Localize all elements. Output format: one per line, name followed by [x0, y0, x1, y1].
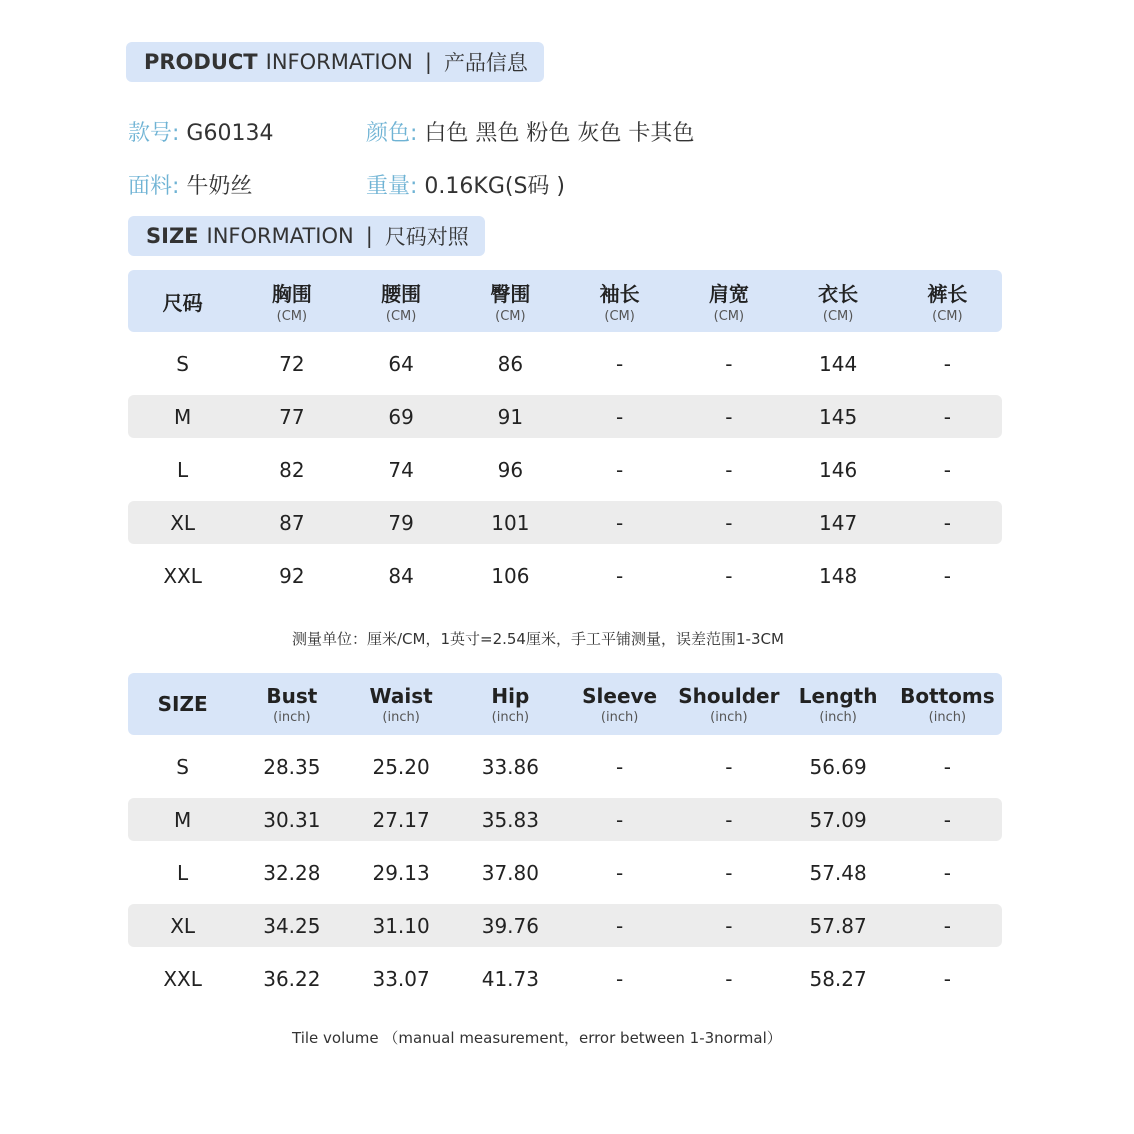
measurement-cell: -	[893, 798, 1002, 841]
measurement-cell: 57.48	[809, 860, 867, 885]
measurement-cell: 77	[237, 395, 346, 438]
column-header	[128, 673, 237, 735]
measurement-cell: 64	[388, 351, 414, 376]
column-header	[893, 270, 1002, 332]
column-header-unit: (CM)	[276, 309, 308, 324]
size-label-cell: M	[128, 395, 237, 438]
column-header-unit: (CM)	[932, 309, 963, 324]
column-header-unit: (CM)	[385, 309, 417, 324]
size-info-rest: INFORMATION	[206, 224, 354, 248]
column-header-unit: (CM)	[822, 309, 854, 324]
table-row	[128, 395, 1002, 438]
measurement-cell: -	[725, 966, 733, 991]
size-label-cell: L	[177, 457, 189, 482]
table-row	[128, 798, 1002, 841]
table-row	[128, 554, 1002, 597]
measurement-cell: 35.83	[456, 798, 565, 841]
measurement-cell: 146	[819, 457, 858, 482]
fabric-label: 面料:	[128, 174, 180, 199]
measurement-cell: -	[943, 351, 951, 376]
table-row	[128, 501, 1002, 544]
measurement-cell: 57.09	[784, 798, 893, 841]
measurement-cell: 57.87	[784, 904, 893, 947]
measurement-cell: 56.69	[809, 754, 867, 779]
product-info-cn: 产品信息	[443, 51, 528, 75]
measurement-cell: 84	[388, 563, 414, 588]
inch-measurement-note: Tile volume （manual measurement，error between 1-3normal）	[292, 1029, 782, 1047]
measurement-cell: 33.86	[481, 754, 539, 779]
table-row	[128, 448, 1002, 491]
measurement-cell: -	[943, 966, 951, 991]
size-table-cm	[128, 270, 1002, 597]
column-header	[456, 673, 565, 735]
column-header-label: 肩宽	[708, 282, 749, 306]
size-label-cell: L	[177, 860, 189, 885]
column-header-label: Hip	[491, 683, 530, 708]
measurement-cell: 147	[784, 501, 893, 544]
column-header-label: Waist	[369, 683, 433, 708]
size-label-cell: M	[128, 798, 237, 841]
measurement-cell: -	[565, 798, 674, 841]
style-number	[128, 116, 273, 147]
measurement-cell: 91	[456, 395, 565, 438]
measurement-cell: 86	[497, 351, 524, 376]
column-header-label: 尺码	[162, 290, 203, 315]
fabric-value: 牛奶丝	[186, 174, 253, 199]
column-header-label: 袖长	[599, 282, 640, 306]
measurement-cell: -	[616, 351, 624, 376]
measurement-cell: 37.80	[481, 860, 539, 885]
size-label-cell: S	[176, 351, 189, 376]
size-info-bold: SIZE	[146, 224, 199, 248]
product-info-rest: INFORMATION	[265, 50, 413, 74]
column-header-label: 臀围	[490, 282, 531, 306]
column-header	[565, 270, 674, 332]
measurement-cell: -	[893, 395, 1002, 438]
product-info-separator: |	[424, 50, 432, 74]
measurement-cell: 144	[819, 351, 858, 376]
measurement-cell: -	[565, 904, 674, 947]
measurement-cell: 34.25	[237, 904, 346, 947]
measurement-cell: -	[565, 501, 674, 544]
measurement-cell: 69	[347, 395, 456, 438]
measurement-cell: -	[616, 754, 624, 779]
size-info-separator: |	[365, 224, 373, 248]
column-header-unit: (inch)	[928, 709, 967, 725]
measurement-cell: 148	[819, 563, 858, 588]
column-header-unit: (inch)	[819, 709, 857, 725]
measurement-cell: -	[674, 904, 783, 947]
size-info-cn: 尺码对照	[384, 225, 469, 249]
measurement-cell: -	[943, 860, 951, 885]
measurement-cell: 28.35	[263, 754, 321, 779]
measurement-cell: -	[725, 860, 733, 885]
column-header	[347, 673, 456, 735]
column-header-unit: (inch)	[710, 709, 748, 725]
size-label-cell: XL	[128, 904, 237, 947]
size-label-cell: XXL	[163, 563, 202, 588]
column-header	[237, 270, 346, 332]
column-header	[784, 673, 893, 735]
product-info-bold: PRODUCT	[144, 50, 258, 74]
measurement-cell: 92	[279, 563, 305, 588]
measurement-cell: -	[893, 501, 1002, 544]
measurement-cell: 72	[279, 351, 305, 376]
column-header-label: Bottoms	[900, 683, 995, 708]
column-header-label: Shoulder	[678, 683, 780, 708]
cm-measurement-note: 测量单位：厘米/CM，1英寸=2.54厘米，手工平铺测量，误差范围1-3CM	[292, 630, 784, 648]
size-table-inch	[128, 673, 1002, 1000]
measurement-cell: 145	[784, 395, 893, 438]
measurement-cell: 96	[497, 457, 524, 482]
column-header	[784, 270, 893, 332]
style-value: G60134	[186, 121, 274, 146]
weight-label: 重量:	[366, 174, 418, 199]
column-header	[674, 270, 783, 332]
column-header	[565, 673, 674, 735]
measurement-cell: 30.31	[237, 798, 346, 841]
measurement-cell: -	[616, 457, 624, 482]
measurement-cell: 74	[388, 457, 414, 482]
measurement-cell: -	[725, 457, 733, 482]
measurement-cell: -	[616, 563, 624, 588]
column-header	[456, 270, 565, 332]
size-info-header	[128, 216, 485, 256]
table-row	[128, 745, 1002, 788]
size-label-cell: XXL	[163, 966, 202, 991]
measurement-cell: -	[725, 351, 733, 376]
column-header	[237, 673, 346, 735]
measurement-cell: -	[674, 798, 783, 841]
column-header-label: 胸围	[271, 282, 312, 306]
table-row	[128, 904, 1002, 947]
measurement-cell: 106	[491, 563, 530, 588]
measurement-cell: 41.73	[481, 966, 539, 991]
measurement-cell: 79	[347, 501, 456, 544]
measurement-cell: 101	[456, 501, 565, 544]
measurement-cell: -	[943, 754, 951, 779]
column-header-label: Bust	[266, 683, 318, 708]
column-header-label: 腰围	[381, 282, 422, 306]
measurement-cell: -	[943, 457, 951, 482]
column-header-label: Sleeve	[582, 683, 658, 708]
measurement-cell: 39.76	[456, 904, 565, 947]
measurement-cell: -	[674, 501, 783, 544]
colors	[366, 116, 694, 147]
column-header	[893, 673, 1002, 735]
table-row	[128, 342, 1002, 385]
measurement-cell: -	[725, 754, 733, 779]
measurement-cell: -	[725, 563, 733, 588]
weight-value: 0.16KG(S码 )	[424, 174, 566, 199]
measurement-cell: 29.13	[372, 860, 430, 885]
measurement-cell: -	[893, 904, 1002, 947]
column-header-label: SIZE	[157, 692, 208, 716]
color-value: 白色 黑色 粉色 灰色 卡其色	[424, 121, 695, 146]
column-header-unit: (inch)	[273, 709, 311, 725]
color-label: 颜色:	[366, 121, 418, 146]
column-header	[347, 270, 456, 332]
column-header-label: Length	[798, 683, 878, 708]
measurement-cell: 25.20	[372, 754, 430, 779]
measurement-cell: 27.17	[347, 798, 456, 841]
header-row	[128, 270, 1002, 332]
measurement-cell: -	[565, 395, 674, 438]
column-header	[128, 270, 237, 332]
column-header-label: 衣长	[818, 282, 859, 306]
measurement-cell: -	[674, 395, 783, 438]
fabric	[128, 169, 252, 200]
table-row	[128, 957, 1002, 1000]
measurement-cell: 31.10	[347, 904, 456, 947]
column-header-unit: (inch)	[491, 709, 530, 725]
column-header-unit: (inch)	[600, 709, 639, 725]
measurement-cell: 87	[237, 501, 346, 544]
measurement-cell: 33.07	[372, 966, 430, 991]
column-header-unit: (CM)	[495, 309, 526, 324]
size-label-cell: S	[176, 754, 189, 779]
column-header-unit: (CM)	[604, 309, 635, 324]
weight	[366, 169, 565, 200]
measurement-cell: 32.28	[263, 860, 321, 885]
column-header-unit: (inch)	[382, 709, 420, 725]
measurement-cell: -	[616, 966, 624, 991]
column-header-unit: (CM)	[713, 309, 745, 324]
column-header-label: 裤长	[927, 282, 968, 306]
size-label-cell: XL	[128, 501, 237, 544]
measurement-cell: 58.27	[809, 966, 867, 991]
column-header	[674, 673, 783, 735]
measurement-cell: -	[616, 860, 624, 885]
product-info-header	[126, 42, 544, 82]
table-row	[128, 851, 1002, 894]
measurement-cell: 36.22	[263, 966, 321, 991]
measurement-cell: -	[943, 563, 951, 588]
header-row	[128, 673, 1002, 735]
style-label: 款号:	[128, 121, 180, 146]
measurement-cell: 82	[279, 457, 305, 482]
